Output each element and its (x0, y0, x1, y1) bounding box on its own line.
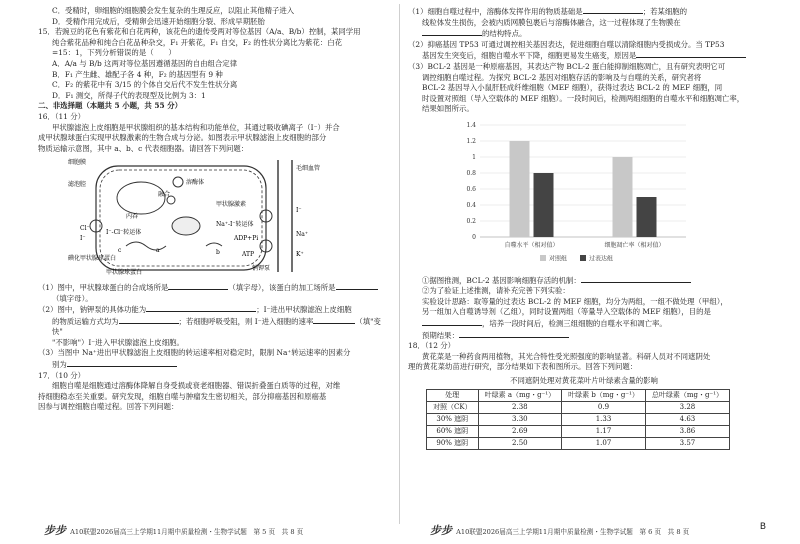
label-organelle-c: c (118, 247, 122, 255)
table-cell: 1.17 (562, 426, 646, 438)
label-fusion: 融合 (158, 191, 171, 199)
table-cell: 对照（CK） (427, 402, 479, 414)
q17-para-3: 因参与调控细胞自噬过程。回答下列问题： (38, 402, 179, 412)
y-tick-label: 0.4 (466, 201, 476, 209)
q18-para-2: 理的黄花菜幼苗进行研究，部分结果如下表和图所示。回答下列问题： (408, 362, 638, 372)
label-adp: ADP+Pi (234, 235, 259, 243)
q17-part-iii-1: 实验设计思路：取等量的过表达 BCL-2 的 MEF 细胞，均分为两组，一组不做处理（甲组）， (422, 296, 728, 306)
q16-sub3-b: 别为 (38, 359, 390, 371)
y-tick-label: 0 (472, 233, 476, 241)
bar (510, 141, 530, 237)
q16-para-3: 物质运输示意图，其中 a、b、c 代表细胞器。请回答下列问题： (38, 143, 249, 153)
q16-sub1-end: （填字母）。 (52, 293, 93, 303)
q14-option-c: C．受精时，卵细胞的细胞膜会发生复杂的生理反应，以阻止其他精子进入 (52, 6, 295, 15)
table-header-cell: 处理 (427, 390, 479, 402)
table-cell: 0.9 (562, 402, 646, 414)
q18-number: 18．（12 分） (408, 341, 456, 351)
label-organelle-b: b (216, 249, 220, 257)
table-row (427, 402, 730, 414)
left-page (38, 6, 390, 413)
q16-number: 16．（11 分） (38, 111, 86, 121)
q15-option-d: D．F₁ 测交，所得子代的表现型及比例为 3：1 (52, 90, 206, 100)
table-cell: 30% 遮阴 (427, 414, 479, 426)
table-cell: 1.07 (562, 438, 646, 450)
left-footer (44, 522, 303, 538)
x-category-label: 自噬水平（相对值） (504, 241, 559, 249)
label-cl: Cl⁻ (80, 225, 90, 233)
right-page (408, 6, 760, 450)
q17-part-iii-3: ，培养一段时间后，检测三组细胞的自噬水平和凋亡率。 (408, 318, 760, 330)
golgi-shape (206, 243, 222, 246)
q17-para-1: 细胞自噬是细胞通过溶酶体降解自身受损或衰老细胞器、错误折叠蛋白质等的过程，对维 (52, 381, 341, 391)
q16-sub2-c: "不影响"）I⁻进入甲状腺滤泡上皮细胞。 (52, 337, 184, 347)
q17-sub3-e: 结果如图所示。 (422, 104, 474, 114)
label-na-k-pump: 钠钾泵 (252, 265, 271, 273)
q16-sub3: （3）当图中 Na⁺进出甲状腺滤泡上皮细胞的转运速率相对稳定时，限制 Na⁺转运速率的因素分 (38, 348, 351, 358)
y-tick-label: 0.6 (466, 185, 476, 193)
legend-label: 对照组 (549, 255, 568, 263)
label-k: K⁺ (296, 251, 304, 259)
brand-logo-right: 步步 (430, 524, 452, 537)
label-i-cl-transporter: I⁻-Cl⁻转运体 (106, 229, 142, 237)
q15-stem-1: 15．若豌豆的花色有紫花和白花两种，该花色的遗传受两对等位基因（A/a、B/b）控制，某同学用 (38, 27, 361, 37)
table-row (427, 426, 730, 438)
q16-sub2-b: 的物质运输方式均为 ；若细胞呼吸受阻，则 I⁻进入细胞的速率 （填"变快" (52, 316, 381, 337)
label-endocytosis: 内吞 (126, 213, 139, 221)
table-row (427, 414, 730, 426)
table-cell: 2.50 (478, 438, 562, 450)
table-header-row (427, 390, 730, 402)
right-footer-text: A10联盟2026届高三上学期11月期中质量检测・生物学试题 第 6 页 共 8 页 (456, 528, 690, 536)
table-cell: 4.63 (645, 414, 729, 426)
legend-swatch (580, 255, 586, 261)
q17-sub2-b: 基因发生突变后，细胞自噬水平下降，细胞更易发生癌变，原因是 (408, 50, 760, 62)
table-caption: 不同遮阴处理对黄花菜叶片叶绿素含量的影响 (510, 375, 658, 385)
lysosome-shape (173, 177, 183, 187)
q17-sub1-b: 线粒体发生损伤，会被内质网膜包裹后与溶酶体融合，这一过程体现了生物膜在 (422, 17, 681, 27)
q14-option-d: D．受精作用完成后，受精卵会迅速开始细胞分裂、形成早期胚胎 (52, 16, 265, 26)
q15-stem-2: 纯合紫花品种和纯合白花品种杂交，F₁ 开紫花，F₁ 自交，F₂ 的性状分离比为紫花：白花 (52, 37, 342, 47)
table-header-cell: 叶绿素 b（mg・g⁻¹） (562, 390, 646, 402)
label-follicle: 滤泡腔 (68, 181, 87, 189)
section-heading: 二、非选择题（本题共 5 小题，共 55 分） (38, 101, 182, 111)
q17-sub2: （2）抑癌基因 TP53 可通过调控相关基因表达，促进细胞自噬以清除细胞内受损成分。当 TP53 (408, 39, 725, 49)
label-i-left: I⁻ (80, 235, 86, 243)
table-cell: 2.38 (478, 402, 562, 414)
table-cell: 3.28 (645, 402, 729, 414)
label-thyroid-hormone: 甲状腺激素 (216, 201, 247, 209)
q17-sub3-b: 调控细胞自噬过程。为探究 BCL-2 基因对细胞存活的影响及与自噬的关系，研究者将 (422, 72, 702, 82)
label-i-right: I⁻ (296, 207, 302, 215)
table-cell: 60% 遮阴 (427, 426, 479, 438)
nucleus-shape (172, 217, 200, 235)
table-row (427, 438, 730, 450)
follicle-lumen-shape (117, 182, 165, 214)
page-divider (399, 4, 400, 524)
label-cell-membrane: 细胞膜 (68, 159, 87, 167)
label-na-i-transporter: Na⁺-I⁻转运体 (216, 221, 254, 229)
q17-part-i: ①据图推测，BCL-2 基因影响细胞存活的机制： (408, 275, 760, 287)
q17-part-iii-2: 另一组加入自噬诱导剂（乙组），同时设置两组（等量导入空载体的 MEF 细胞），目的是 (422, 307, 711, 317)
q17-sub1: （1）细胞自噬过程中，溶酶体发挥作用的物质基础是 ；若某细胞的 (408, 7, 688, 16)
table-header-cell: 叶绿素 a（mg・g⁻¹） (478, 390, 562, 402)
bar (637, 197, 657, 237)
label-organelle-a: a (156, 247, 160, 255)
y-tick-label: 1.4 (466, 121, 476, 129)
q17-part-iv: 预期结果： (408, 330, 760, 342)
label-thyroglobulin: 甲状腺球蛋白 (106, 269, 143, 277)
q17-number: 17．（10 分） (38, 370, 86, 380)
label-lysosome: 溶酶体 (186, 179, 205, 187)
label-iodinated-tg: 碘化甲状腺球蛋白 (68, 255, 117, 263)
q17-sub1-c: 的结构特点。 (408, 28, 760, 40)
q17-sub3-c: BCL-2 基因导入小鼠肝胚成纤维细胞（MEF 细胞），获得过表达 BCL-2 的 MEF 细胞，同 (422, 83, 723, 93)
bar (534, 173, 554, 237)
y-tick-label: 1 (472, 153, 476, 161)
q18-para-1: 黄花菜是一种药食两用植物，其光合特性受光照强度的影响显著。科研人员对不同遮阴处 (422, 351, 711, 361)
label-capillary: 毛细血管 (296, 165, 321, 173)
right-footer (430, 522, 689, 538)
chlorophyll-table (426, 389, 730, 450)
y-tick-label: 1.2 (466, 137, 476, 145)
table-cell: 1.33 (562, 414, 646, 426)
legend-swatch (540, 255, 546, 261)
q16-sub2: （2）图中，钠钾泵的具体功能为 ；I⁻进出甲状腺滤泡上皮细胞 (38, 305, 352, 315)
paper-version-mark: B (759, 522, 766, 532)
label-atp: ATP (242, 251, 255, 259)
q17-sub3: （3）BCL-2 基因是一种原癌基因，其表达产物 BCL-2 蛋白能抑制细胞凋亡，且有研究表明它可 (408, 61, 726, 71)
q15-option-c: C．F₂ 的紫花中有 3/15 的个体自交后代不发生性状分离 (52, 80, 238, 90)
y-tick-label: 0.8 (466, 169, 476, 177)
brand-logo: 步步 (44, 524, 66, 537)
q15-option-b: B．F₁ 产生雌、雄配子各 4 种，F₂ 的基因型有 9 种 (52, 69, 223, 79)
x-category-label: 细胞凋亡率（相对值） (604, 241, 665, 249)
q16-para-1: 甲状腺滤泡上皮细胞是甲状腺组织的基本结构和功能单位，其通过吸收碘离子（I⁻）并合 (52, 122, 340, 132)
q16-para-2: 成甲状腺球蛋白实现甲状腺激素的生物合成与分泌。如图表示甲状腺滤泡上皮细胞的部分 (38, 133, 327, 143)
table-cell: 3.86 (645, 426, 729, 438)
q17-part-ii: ②为了验证上述推测，请补充完善下列实验： (422, 286, 570, 296)
er-shape (126, 242, 166, 250)
q17-para-2: 持细胞稳态至关重要。研究发现，细胞自噬与肿瘤发生密切相关，部分抑癌基因和原癌基 (38, 391, 327, 401)
bcl2-bar-chart (450, 119, 694, 269)
table-cell: 3.57 (645, 438, 729, 450)
table-cell: 3.30 (478, 414, 562, 426)
bar (613, 157, 633, 237)
left-footer-text: A10联盟2026届高三上学期11月期中质量检测・生物学试题 第 5 页 共 8 页 (70, 528, 304, 536)
y-tick-label: 0.2 (466, 217, 476, 225)
thyroid-cell-diagram (66, 156, 326, 276)
q15-stem-3: =15：1，下列分析错误的是（ ） (52, 48, 176, 58)
q15-option-a: A．A/a 与 B/b 这两对等位基因遵循基因的自由组合定律 (52, 58, 238, 68)
q17-sub3-d: 时设置对照组（导入空载体的 MEF 细胞）。一段时间后，检测两组细胞的自噬水平和细胞凋亡率， (422, 93, 745, 103)
table-cell: 90% 遮阴 (427, 438, 479, 450)
legend-label: 过表达组 (589, 255, 614, 263)
label-na: Na⁺ (296, 231, 308, 239)
table-cell: 2.69 (478, 426, 562, 438)
q16-sub1: （1）图中，甲状腺球蛋白的合成场所是 （填字母），该蛋白的加工场所是 (38, 282, 390, 294)
table-header-cell: 总叶绿素（mg・g⁻¹） (645, 390, 729, 402)
